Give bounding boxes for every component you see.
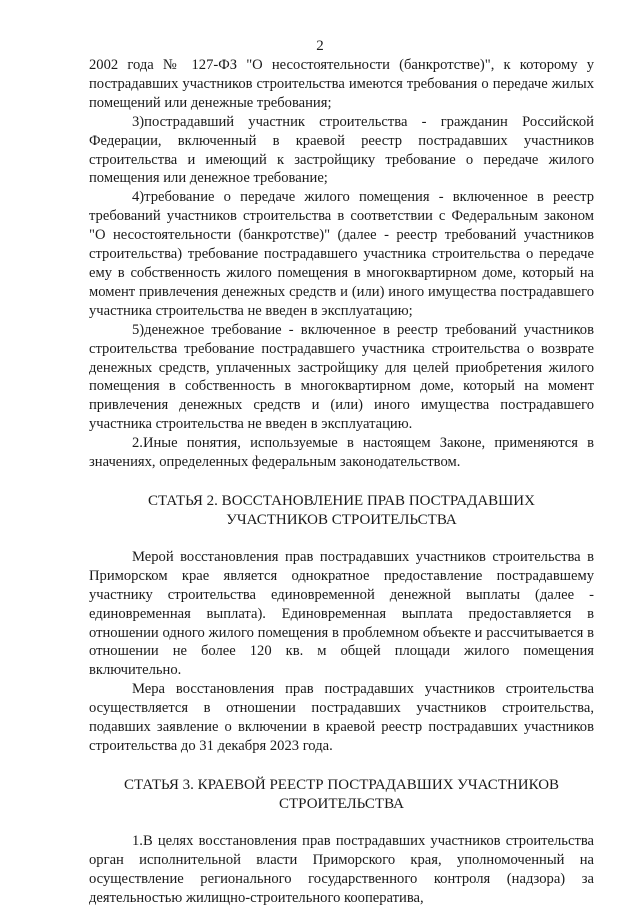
paragraph-definition-4: 4)требование о передаче жилого помещения - включенное в реестр требований участников строительства в соответствии с Федеральным законом "О несостоятельности (банкротстве)" (далее - реестр требований участников строительства) требование пострадавшего участника строительства о передаче ему в собственность жилого помещения в многоквартирном доме, который на момент привлечения денежных средств и (или) иного имущества пострадавшего участника строительства не введен в эксплуатацию; (89, 189, 594, 319)
article-2-paragraph-1: Мерой восстановления прав пострадавших участников строительства в Приморском крае является однократное предоставление пострадавшему участнику строительства единовременной денежной выплаты (далее - единовременная выплата). Единовременная выплата предоставляется в отношении одного жилого помещения в проблемном объекте и рассчитывается в отношении не более 120 кв. м общей площади жилого помещения включительно. (89, 548, 594, 679)
article-3-heading-line-1: СТАТЬЯ 3. КРАЕВОЙ РЕЕСТР ПОСТРАДАВШИХ УЧАСТНИКОВ (123, 776, 560, 793)
article-2-heading-line-2: УЧАСТНИКОВ СТРОИТЕЛЬСТВА (226, 511, 457, 528)
article-3-heading (89, 776, 594, 814)
document-body (89, 56, 594, 908)
article-2-paragraph-2: Мера восстановления прав пострадавших участников строительства осуществляется в отношении пострадавших участников строительства, подавших заявление о включении в краевой реестр пострадавших участников строительства до 31 декабря 2023 года. (89, 681, 594, 754)
paragraph-definition-5: 5)денежное требование - включенное в реестр требований участников строительства требование пострадавшего участника строительства о возврате денежных средств, уплаченных застройщику для целей приобретения жилого помещения в собственность в многоквартирном доме, который на момент привлечения денежных средств и (или) иного имущества пострадавшего участника строительства не введен в эксплуатацию. (89, 321, 594, 433)
article-3-paragraph-1: 1.В целях восстановления прав пострадавших участников строительства орган исполнительной власти Приморского края, уполномоченный на осуществление регионального государственного контроля (надзора) за деятельностью жилищно-строительного кооператива, (89, 832, 594, 906)
paragraph-definition-3: 3)пострадавший участник строительства - гражданин Российской Федерации, включенный в краевой реестр пострадавших участников строительства и имеющий к застройщику требование о передаче жилого помещения или денежное требование; (89, 113, 594, 187)
article-2-heading (89, 492, 594, 530)
page-number: 2 (316, 38, 324, 54)
paragraph-item-2: 2.Иные понятия, используемые в настоящем Законе, применяются в значениях, определенных федеральным законодательством. (89, 435, 594, 471)
article-2-heading-line-1: СТАТЬЯ 2. ВОССТАНОВЛЕНИЕ ПРАВ ПОСТРАДАВШИХ (148, 492, 535, 509)
article-3-heading-line-2: СТРОИТЕЛЬСТВА (279, 795, 404, 812)
paragraph-continuation: 2002 года № 127-ФЗ "О несостоятельности (банкротстве)", к которому у пострадавших участников строительства имеются требования о передаче жилых помещений или денежные требования; (89, 57, 594, 111)
